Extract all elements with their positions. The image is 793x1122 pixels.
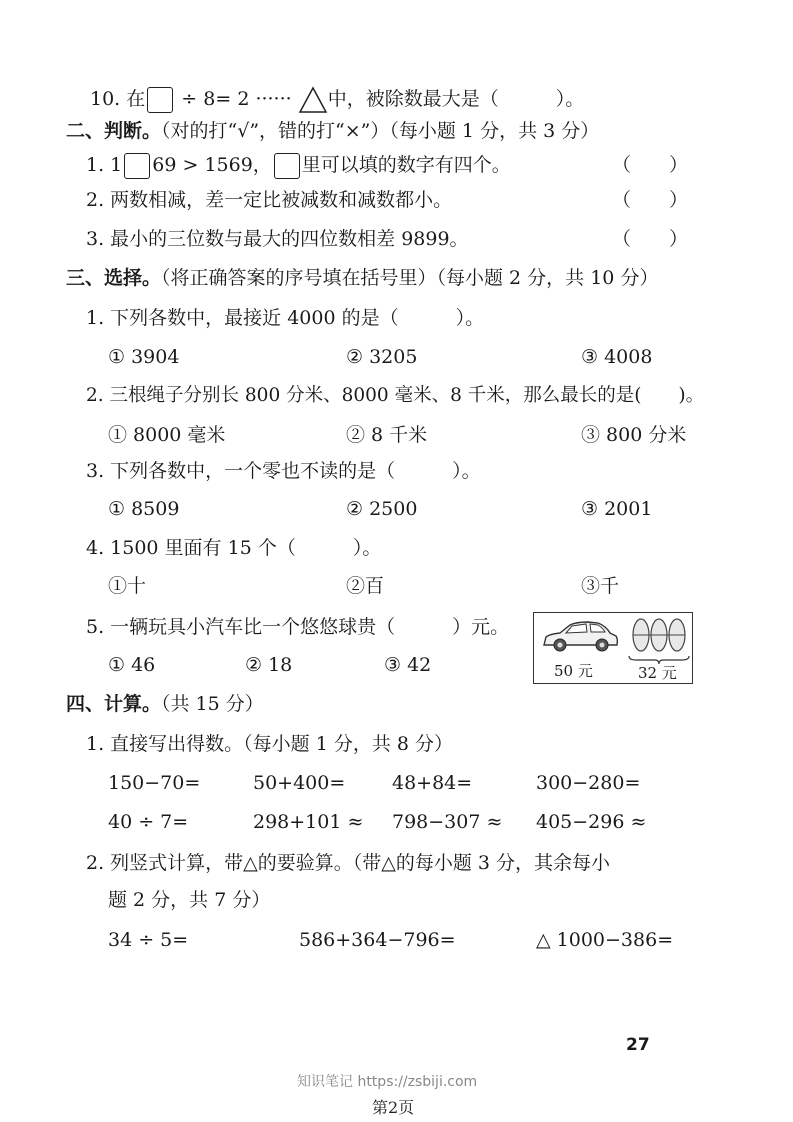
- judge-1-part-c: 里可以填的数字有四个。: [301, 154, 511, 176]
- q10-prefix: 10. 在: [90, 88, 146, 110]
- question-10: [90, 86, 584, 114]
- choice-question-5: 5. 一辆玩具小汽车比一个悠悠球贵（ ）元。: [86, 616, 510, 638]
- answer-paren: （ ）: [612, 189, 689, 211]
- option: ③ 800 分米: [581, 424, 687, 446]
- q10-mid: ÷ 8= 2 ······: [175, 88, 292, 110]
- choice-question-3: 3. 下列各数中，一个零也不读的是（ ）。: [86, 460, 481, 482]
- option: ③ 42: [384, 654, 432, 676]
- section-3-heading: [66, 266, 658, 290]
- calc-expression: 405−296 ≈: [536, 811, 647, 833]
- vertical-calc-problem: △ 1000−386=: [536, 929, 674, 951]
- judge-1-part-a: 1. 1: [86, 154, 123, 176]
- calc-expression: 48+84=: [392, 772, 473, 794]
- option: ② 2500: [346, 498, 418, 520]
- option: ② 8 千米: [346, 424, 428, 446]
- price-picture: [533, 612, 693, 684]
- judge-item-1: [86, 153, 511, 179]
- book-page-number: 27: [626, 1035, 650, 1055]
- page-label: 第2页: [372, 1098, 415, 1117]
- calc-question-2-line2: 题 2 分，共 7 分）: [108, 889, 271, 911]
- choice-question-2: 2. 三根绳子分别长 800 分米、8000 毫米、8 千米，那么最长的是( )。: [86, 385, 705, 406]
- section-4-note: （共 15 分）: [161, 693, 264, 715]
- toy-car-icon: [540, 617, 620, 655]
- section-4-heading: [66, 692, 264, 716]
- option: ③千: [581, 575, 620, 597]
- calc-expression: 300−280=: [536, 772, 641, 794]
- section-3-note: （将正确答案的序号填在括号里）（每小题 2 分，共 10 分）: [161, 267, 659, 289]
- option: ① 3904: [108, 346, 180, 368]
- calc-question-2-line1: 2. 列竖式计算，带△的要验算。（带△的每小题 3 分，其余每小: [86, 852, 611, 874]
- section-3-title: 三、选择。: [66, 267, 162, 289]
- option: ②百: [346, 575, 385, 597]
- choice-question-4: 4. 1500 里面有 15 个（ ）。: [86, 537, 382, 559]
- calc-expression: 50+400=: [253, 772, 346, 794]
- yoyo-icon: [629, 615, 689, 655]
- option: ① 8000 毫米: [108, 424, 226, 446]
- calc-expression: 40 ÷ 7=: [108, 811, 189, 833]
- blank-box: [274, 153, 300, 179]
- blank-box: [147, 87, 173, 113]
- calc-expression: 798−307 ≈: [392, 811, 503, 833]
- section-4-title: 四、计算。: [66, 693, 162, 715]
- yoyo-price: 32 元: [638, 664, 677, 682]
- section-2-title: 二、判断。: [66, 120, 162, 142]
- option: ①十: [108, 575, 147, 597]
- option: ③ 2001: [581, 498, 653, 520]
- calc-question-1: 1. 直接写出得数。（每小题 1 分，共 8 分）: [86, 733, 454, 755]
- judge-item-2: 2. 两数相减，差一定比被减数和减数都小。: [86, 189, 453, 211]
- section-2-heading: [66, 119, 599, 143]
- option: ① 46: [108, 654, 156, 676]
- option: ① 8509: [108, 498, 180, 520]
- option: ② 18: [245, 654, 293, 676]
- calc-expression: 298+101 ≈: [253, 811, 364, 833]
- answer-paren: （ ）: [612, 154, 689, 176]
- option: ③ 4008: [581, 346, 653, 368]
- option: ② 3205: [346, 346, 418, 368]
- vertical-calc-problem: 586+364−796=: [299, 929, 456, 951]
- calc-expression: 150−70=: [108, 772, 201, 794]
- q10-suffix: 中，被除数最大是（ ）。: [327, 88, 585, 110]
- blank-box: [124, 153, 150, 179]
- choice-question-1: 1. 下列各数中，最接近 4000 的是（ ）。: [86, 307, 485, 329]
- answer-paren: （ ）: [612, 228, 689, 250]
- triangle-icon: [298, 86, 328, 114]
- section-2-note: （对的打“√”，错的打“×”）（每小题 1 分，共 3 分）: [161, 120, 600, 142]
- watermark: 知识笔记 https://zsbiji.com: [297, 1074, 478, 1090]
- judge-1-part-b: 69 > 1569，: [152, 154, 272, 176]
- car-price: 50 元: [554, 662, 593, 680]
- vertical-calc-problem: 34 ÷ 5=: [108, 929, 189, 951]
- judge-item-3: 3. 最小的三位数与最大的四位数相差 9899。: [86, 228, 469, 250]
